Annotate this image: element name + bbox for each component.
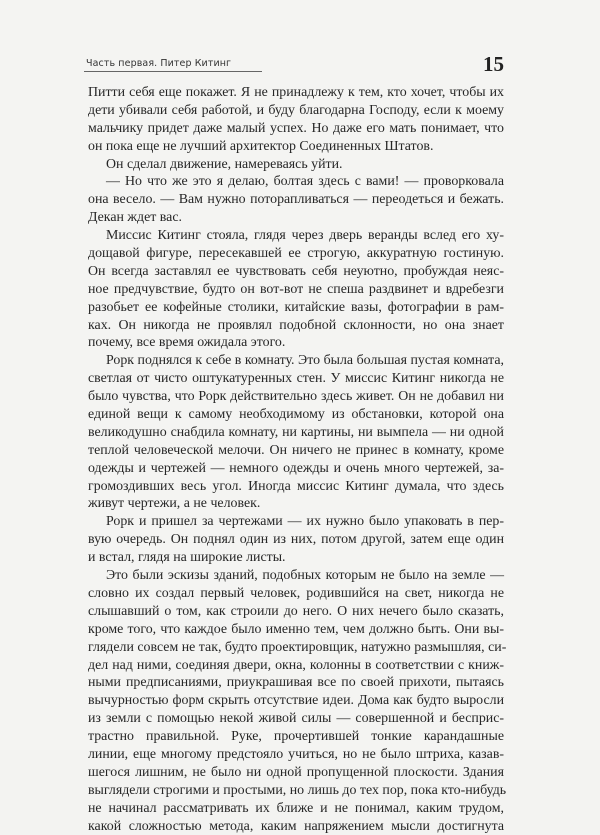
paragraph-line: Питти себя еще покажет. Я не принадлежу к тем, кто хочет, чтобы их [88, 85, 504, 100]
paragraph-line: слышавший о том, как строили до него. О них нечего было сказать, [88, 603, 504, 619]
paragraph-line: Он всегда заставлял ее чувствовать себя неуютно, пробуждая неяс- [88, 263, 504, 279]
paragraph-line: было чувства, что Рорк действительно здесь живет. Он не добавил ни [88, 389, 504, 405]
paragraph-line: он пока еще не лучший архитектор Соединенных Штатов. [88, 138, 434, 154]
paragraph-line: разобьет ее кофейные столики, китайские вазы, фотографии в рам- [88, 299, 504, 315]
paragraph-line: Миссис Китинг стояла, глядя через дверь веранды вслед его ху- [106, 228, 504, 244]
paragraph-line: и встал, глядя на широкие листы. [88, 550, 286, 566]
paragraph-line: она весело. — Вам нужно поторапливаться — переодеться и бежать. [88, 192, 504, 208]
paragraph-line: вычурностью форм скрыть отсутствие идеи. Дома как будто выросли [88, 693, 504, 709]
paragraph-line: какой сложностью метода, каким напряжением мысли достигнута [88, 818, 504, 834]
paragraph-line: не начинал рассматривать их ближе и не понимал, каким трудом, [88, 800, 504, 816]
paragraph-line: теплой человеческой мелочи. Он ничего не принес в комнату, кроме [88, 442, 504, 458]
paragraph-line: кроме того, что каждое было именно тем, чем должно быть. Они вы- [88, 621, 504, 637]
page-number: 15 [483, 52, 504, 76]
paragraph-line: вую очередь. Он поднял один из них, потом другой, затем еще один [88, 532, 504, 548]
paragraph-line: словно их создал первый человек, родившийся на свет, никогда не [88, 585, 504, 601]
paragraph-line: Рорк поднялся к себе в комнату. Это была большая пустая комната, [106, 353, 504, 369]
paragraph-line: Рорк и пришел за чертежами — их нужно было упаковать в пер- [106, 514, 504, 530]
paragraph-line: светлая от чисто оштукатуренных стен. У миссис Китинг никогда не [88, 371, 504, 387]
paragraph-line: Это были эскизы зданий, подобных которым не было на земле — [106, 568, 504, 584]
paragraph-line: — Но что же это я делаю, болтая здесь с вами! — проворковала [106, 174, 504, 190]
paragraph-line: дощавой фигуре, пересекавшей ее строгую, аккуратную гостиную. [88, 246, 504, 262]
paragraph-line: мальчику придет даже малый успех. Но даже его мать понимает, что [88, 120, 504, 136]
paragraph-line: одежды и чертежей — немного одежды и очень много чертежей, за- [88, 460, 504, 476]
paragraph-line: великодушно снабдила комнату, ни картины, ни вымпела — ни одной [88, 424, 504, 440]
page-header [84, 54, 504, 76]
paragraph-line: живут чертежи, а не человек. [88, 496, 261, 512]
paragraph-line: почему, все время ожидала этого. [88, 335, 286, 351]
paragraph-line: дети убивали себя работой, и буду благодарна Господу, если к моему [88, 102, 504, 118]
paragraph-line: Он сделал движение, намереваясь уйти. [106, 156, 343, 172]
paragraph-line: трастно правильной. Руке, прочертившей тонкие карандашные [88, 729, 504, 745]
paragraph-line: ках. Он никогда не проявлял подобной склонности, но она знает [88, 317, 504, 333]
paragraph-line: громоздивших весь угол. Иногда миссис Китинг думала, что здесь [88, 478, 504, 494]
paragraph-line: Декан ждет вас. [88, 210, 182, 226]
running-head: Часть первая. Питер Китинг [86, 58, 232, 69]
paragraph-line: ное предчувствие, будто он вот-вот не спеша раздвинет и вдребезги [88, 281, 504, 297]
paragraph-line: дел над ними, соединяя двери, окна, колонны в соответствии с книж- [88, 657, 504, 673]
header-rule [84, 71, 262, 72]
paragraph-line: глядели совсем не так, будто проектировщик, натужно размышляя, си- [88, 639, 507, 655]
paragraph-line: ными предписаниями, приукрашивая все по своей прихоти, пытаясь [88, 675, 504, 691]
paragraph-line: линии, еще многому предстояло учиться, но не было штриха, казав- [88, 746, 504, 762]
paragraph-line: выглядели строгими и простыми, но лишь до тех пор, пока кто-нибудь [88, 782, 507, 798]
paragraph-line: единой вещи к самому необходимому из обстановки, которой она [88, 407, 504, 423]
paragraph-line: из земли с помощью некой живой силы — совершенной и бесприс- [88, 711, 504, 727]
paragraph-line: шегося лишним, не было ни одной пропущенной плоскости. Здания [88, 764, 504, 780]
body-text [88, 84, 507, 835]
